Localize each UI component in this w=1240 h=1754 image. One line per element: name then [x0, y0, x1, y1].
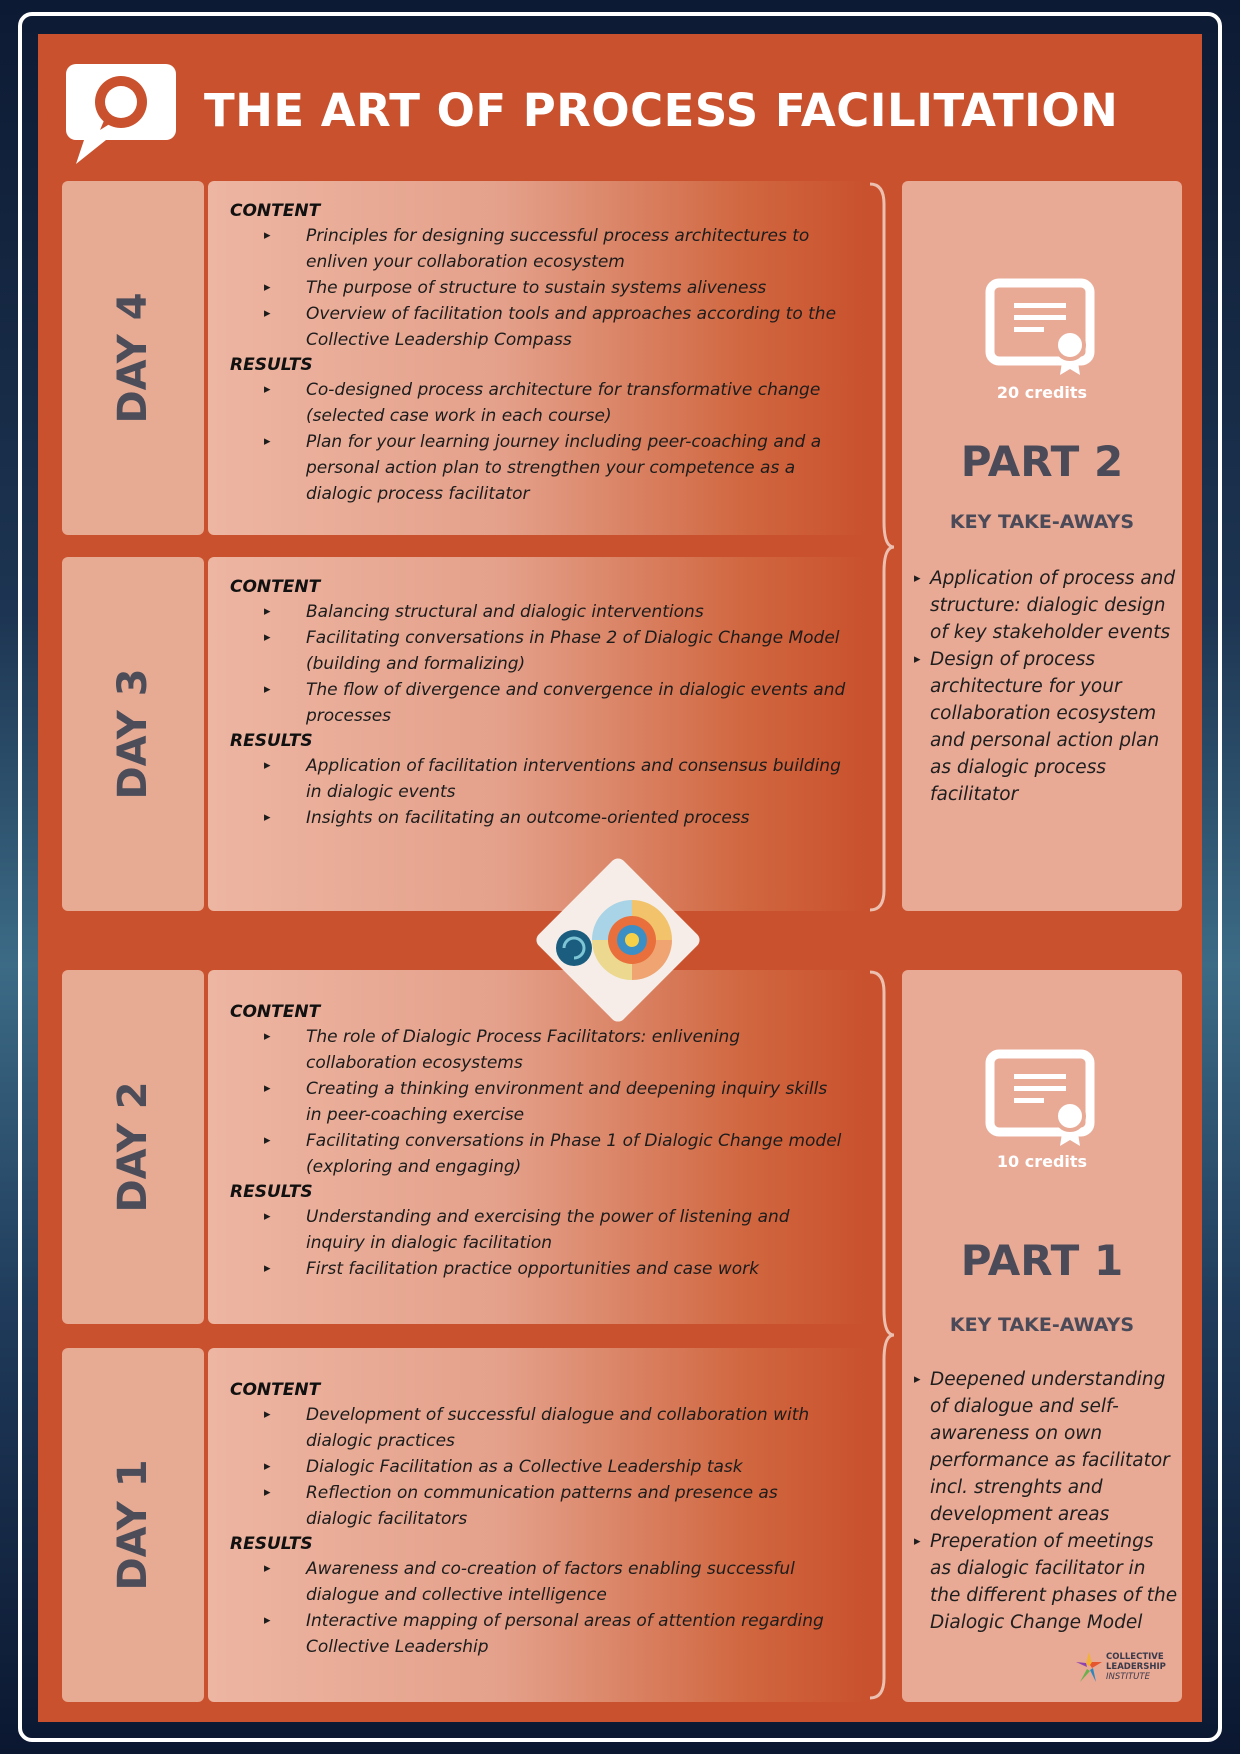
part-2-credits: 20 credits	[996, 383, 1088, 402]
part-1-credits: 10 credits	[996, 1152, 1088, 1171]
day-3-results-list	[230, 753, 848, 831]
list-item: ▸ Understanding and exercising the power of listening and inquiry in dialogic facilitation	[230, 1204, 848, 1256]
collective-leadership-institute-logo	[1074, 1650, 1174, 1690]
day-2-tab	[62, 970, 204, 1324]
day-1-card	[208, 1348, 868, 1702]
list-item: ▸ Facilitating conversations in Phase 2 of Dialogic Change Model (building and formalizing)	[230, 625, 848, 677]
day-3-content-heading: CONTENT	[230, 577, 321, 597]
list-item: ▸ Application of facilitation interventions and consensus building in dialogic events	[230, 753, 848, 805]
day-1-label: DAY 1	[110, 1459, 156, 1591]
certificate-icon	[982, 277, 1102, 377]
list-item: ▸ Dialogic Facilitation as a Collective Leadership task	[230, 1454, 848, 1480]
collective-leadership-compass-icon	[526, 848, 710, 1032]
day-2-content-list	[230, 1024, 848, 1180]
speech-bubble-logo-icon	[62, 56, 180, 166]
part-2-takeaways-heading: KEY TAKE-AWAYS	[949, 511, 1135, 533]
day-3-content-list	[230, 599, 848, 729]
certificate-icon	[982, 1048, 1102, 1148]
day-2-content-heading: CONTENT	[230, 1002, 321, 1022]
list-item: ▸ First facilitation practice opportunities and case work	[230, 1256, 848, 1282]
cli-star-icon	[1074, 1650, 1104, 1684]
day-3-results-heading: RESULTS	[230, 731, 313, 751]
part-1-takeaways-list	[916, 1366, 1178, 1636]
list-item: ▸ The role of Dialogic Process Facilitators: enlivening collaboration ecosystems	[230, 1024, 848, 1076]
list-item: ▸ Plan for your learning journey including peer-coaching and a personal action plan to strengthen your competence as a dialogic process facilitator	[230, 429, 848, 507]
list-item: ▸ Reflection on communication patterns and presence as dialogic facilitators	[230, 1480, 848, 1532]
part-2-title: PART 2	[960, 437, 1124, 486]
list-item: ▸ Insights on facilitating an outcome-oriented process	[230, 805, 848, 831]
day-2-results-heading: RESULTS	[230, 1182, 313, 1202]
list-item: ▸ Interactive mapping of personal areas of attention regarding Collective Leadership	[230, 1608, 848, 1660]
list-item: ▸ Development of successful dialogue and collaboration with dialogic practices	[230, 1402, 848, 1454]
day-1-results-heading: RESULTS	[230, 1534, 313, 1554]
day-1-tab	[62, 1348, 204, 1702]
list-item: ▸ Co-designed process architecture for transformative change (selected case work in each course)	[230, 377, 848, 429]
part-2-brace-icon	[866, 180, 896, 914]
day-1-content-list	[230, 1402, 848, 1532]
list-item: ▸ Balancing structural and dialogic interventions	[230, 599, 848, 625]
day-2-label: DAY 2	[110, 1081, 156, 1213]
cli-line-1: COLLECTIVE	[1106, 1652, 1164, 1662]
day-4-label: DAY 4	[110, 292, 156, 424]
day-4-tab	[62, 181, 204, 535]
part-2-card	[902, 181, 1182, 911]
list-item: ▸ Design of process architecture for your collaboration ecosystem and personal action plan as dialogic process facilitator	[916, 646, 1178, 808]
list-item: ▸ Application of process and structure: dialogic design of key stakeholder events	[916, 565, 1178, 646]
list-item: ▸ Preperation of meetings as dialogic facilitator in the different phases of the Dialogic Change Model	[916, 1528, 1178, 1636]
part-1-card	[902, 970, 1182, 1702]
list-item: ▸ Facilitating conversations in Phase 1 of Dialogic Change model (exploring and engaging)	[230, 1128, 848, 1180]
day-4-results-list	[230, 377, 848, 507]
day-4-content-heading: CONTENT	[230, 201, 321, 221]
cli-line-2: LEADERSHIP	[1106, 1662, 1166, 1672]
day-3-tab	[62, 557, 204, 911]
part-1-takeaways-heading: KEY TAKE-AWAYS	[949, 1314, 1135, 1336]
list-item: ▸ Creating a thinking environment and deepening inquiry skills in peer-coaching exercise	[230, 1076, 848, 1128]
part-2-takeaways-list	[916, 565, 1178, 808]
part-1-title: PART 1	[960, 1236, 1124, 1285]
day-1-results-list	[230, 1556, 848, 1660]
day-3-label: DAY 3	[110, 668, 156, 800]
list-item: ▸ Deepened understanding of dialogue and self-awareness on own performance as facilitator incl. strenghts and development areas	[916, 1366, 1178, 1528]
list-item: ▸ Overview of facilitation tools and approaches according to the Collective Leadership Compass	[230, 301, 848, 353]
day-2-results-list	[230, 1204, 848, 1282]
day-4-content-list	[230, 223, 848, 353]
part-1-brace-icon	[866, 968, 896, 1702]
page-title: THE ART OF PROCESS FACILITATION	[204, 84, 1119, 137]
list-item: ▸ Awareness and co-creation of factors enabling successful dialogue and collective intelligence	[230, 1556, 848, 1608]
list-item: ▸ The purpose of structure to sustain systems aliveness	[230, 275, 848, 301]
day-4-card	[208, 181, 868, 535]
list-item: ▸ The flow of divergence and convergence in dialogic events and processes	[230, 677, 848, 729]
cli-line-3: INSTITUTE	[1106, 1672, 1150, 1682]
day-1-content-heading: CONTENT	[230, 1380, 321, 1400]
day-4-results-heading: RESULTS	[230, 355, 313, 375]
list-item: ▸ Principles for designing successful process architectures to enliven your collaboration ecosystem	[230, 223, 848, 275]
